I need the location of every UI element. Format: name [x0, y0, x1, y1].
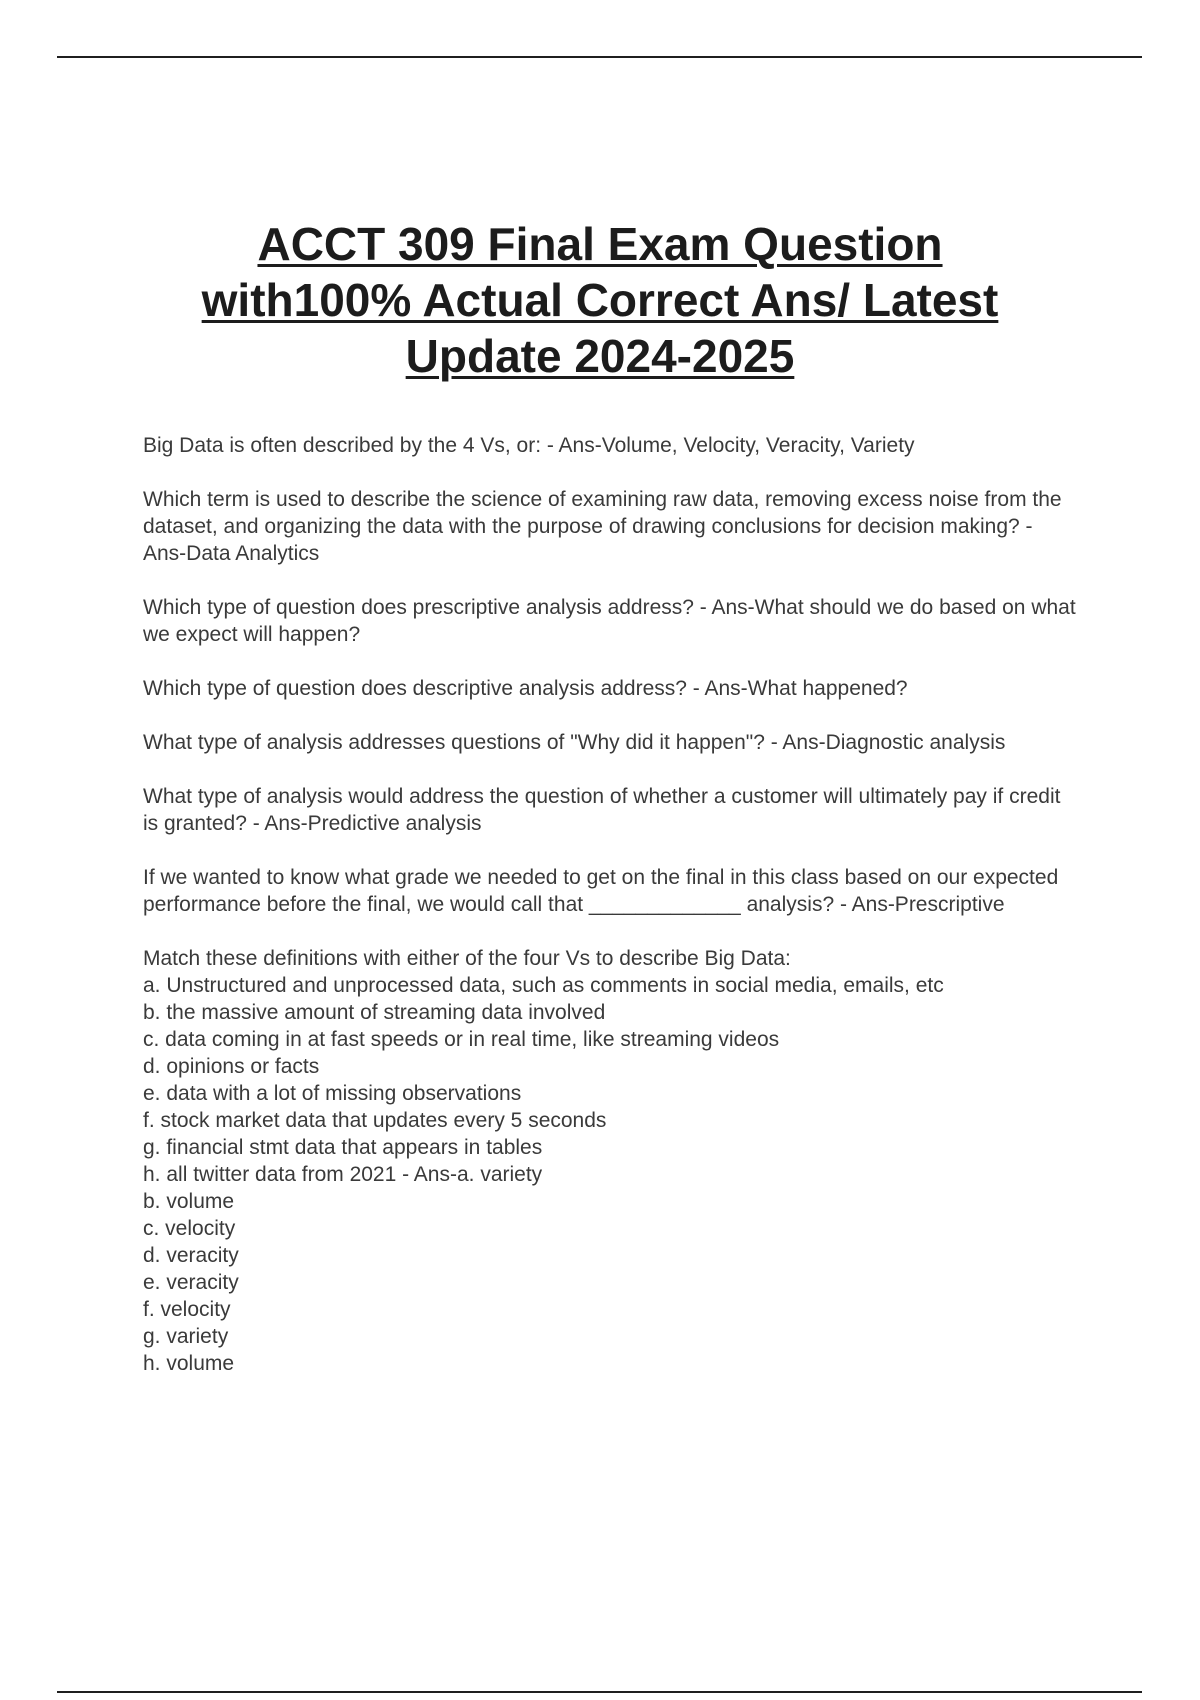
match-line: Match these definitions with either of the four Vs to describe Big Data: — [143, 947, 791, 970]
match-line: e. data with a lot of missing observations — [143, 1082, 522, 1105]
qa-item: What type of analysis would address the question of whether a customer will ultimately pay if credit is granted? - Ans-Predictive analysis — [143, 785, 1061, 835]
qa-item: If we wanted to know what grade we needed to get on the final in this class based on our expected performance before the final, we would call that _____________ analysis? - Ans-Prescriptive — [143, 866, 1059, 916]
match-line: g. variety — [143, 1325, 229, 1348]
title-line-1: ACCT 309 Final Exam Question — [257, 218, 943, 270]
document-title — [100, 216, 1100, 384]
match-line: f. velocity — [143, 1298, 231, 1321]
match-line: f. stock market data that updates every 5 seconds — [143, 1109, 607, 1132]
match-line: h. all twitter data from 2021 - Ans-a. variety — [143, 1163, 543, 1186]
title-line-2: with100% Actual Correct Ans/ Latest — [201, 274, 999, 326]
qa-item: What type of analysis addresses questions of "Why did it happen"? - Ans-Diagnostic analysis — [143, 731, 1006, 754]
title-line-3: Update 2024-2025 — [405, 330, 795, 382]
match-line: b. volume — [143, 1190, 235, 1213]
top-rule — [57, 56, 1142, 58]
match-line: d. veracity — [143, 1244, 239, 1267]
qa-item: Big Data is often described by the 4 Vs, or: - Ans-Volume, Velocity, Veracity, Variety — [143, 434, 915, 457]
matching-question — [143, 945, 1078, 1377]
qa-item: Which term is used to describe the science of examining raw data, removing excess noise from the dataset, and organizing the data with the purpose of drawing conclusions for decision making? - Ans-Data Analytics — [143, 488, 1062, 565]
bottom-rule — [57, 1691, 1142, 1693]
qa-item: Which type of question does descriptive analysis address? - Ans-What happened? — [143, 677, 908, 700]
match-line: c. data coming in at fast speeds or in real time, like streaming videos — [143, 1028, 780, 1051]
qa-item: Which type of question does prescriptive analysis address? - Ans-What should we do based on what we expect will happen? — [143, 596, 1076, 646]
match-line: g. financial stmt data that appears in tables — [143, 1136, 543, 1159]
match-line: b. the massive amount of streaming data involved — [143, 1001, 606, 1024]
document-body — [143, 432, 1078, 1377]
match-line: a. Unstructured and unprocessed data, such as comments in social media, emails, etc — [143, 974, 944, 997]
match-line: c. velocity — [143, 1217, 236, 1240]
match-line: h. volume — [143, 1352, 235, 1375]
match-line: e. veracity — [143, 1271, 239, 1294]
match-line: d. opinions or facts — [143, 1055, 320, 1078]
